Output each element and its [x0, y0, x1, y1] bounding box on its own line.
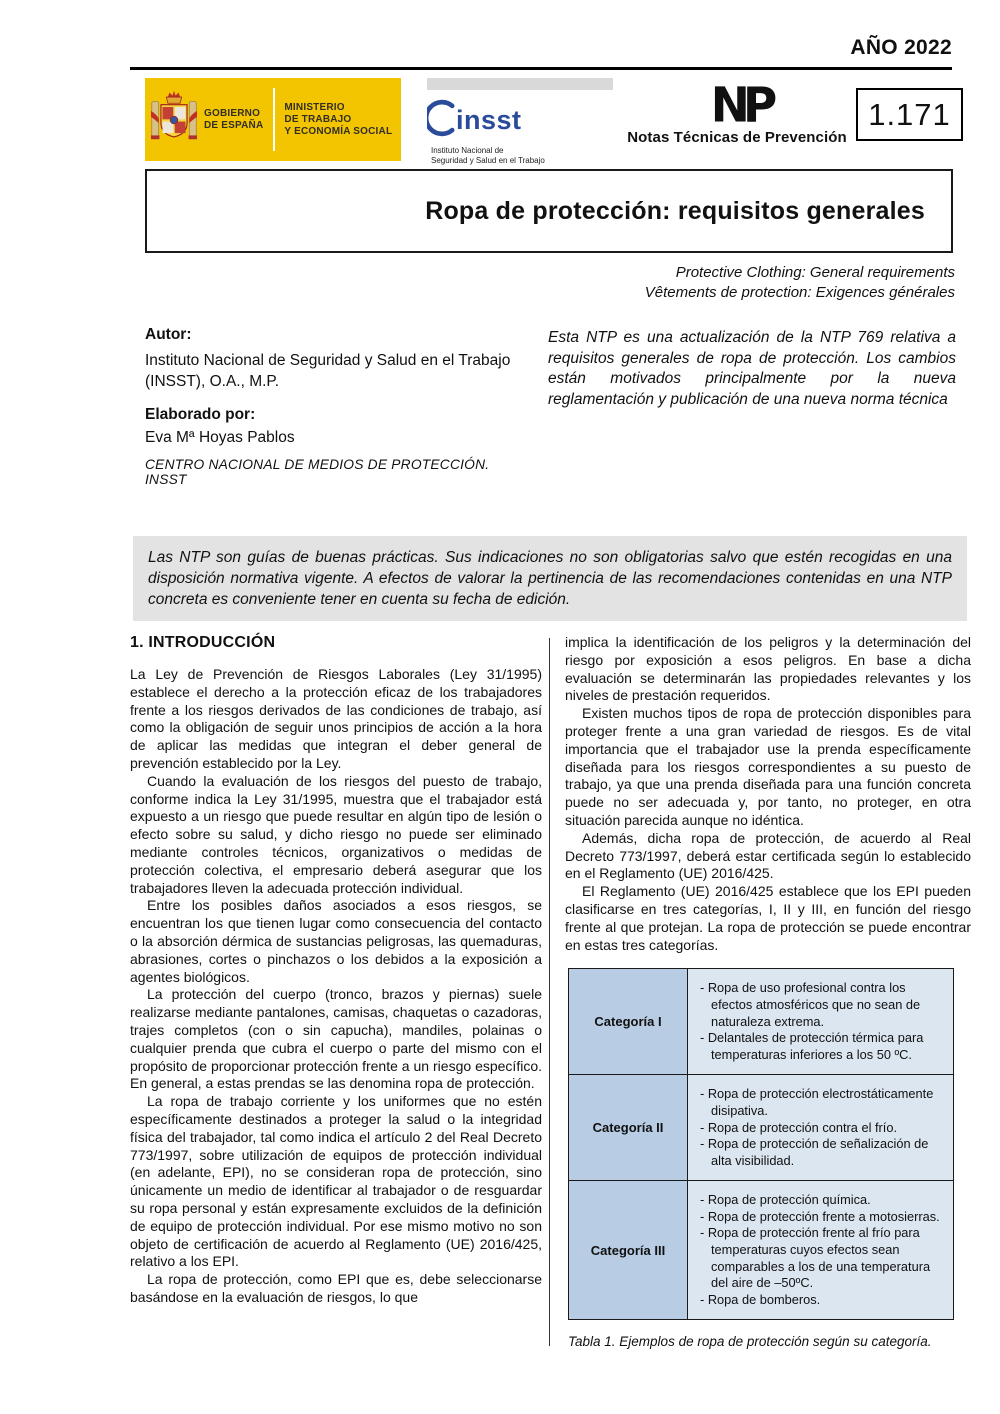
- spain-coat-of-arms-icon: [151, 89, 197, 150]
- items-cell: [688, 969, 954, 1075]
- abstract: Esta NTP es una actualización de la NTP 769 relativa a requisitos generales de ropa de protección. Los cambios están motivados principalmente por la nueva reglamentación y publicación de una nueva norma técnica: [548, 329, 956, 408]
- government-name: [204, 108, 263, 132]
- body-paragraph: Existen muchos tipos de ropa de protección disponibles para proteger frente a una gran variedad de riesgos. Es de vital importancia que el trabajador use la prenda específicamente diseñada para los riesgos correspondientes a su puesto de trabajo, ya que una prenda diseñada para una función concreta puede no ser adecuada y, por tanto, no proteger, en otra situación parecida aunque no idéntica.: [565, 705, 971, 828]
- items-cell: [688, 1075, 954, 1181]
- category-item: - Ropa de protección frente al frío para temperaturas cuyos efectos sean comparables a los de una temperatura del aire de –50ºC.: [700, 1225, 931, 1291]
- body-right-column: [565, 634, 971, 1349]
- category-cell: Categoría III: [569, 1181, 688, 1320]
- table-row: [569, 969, 954, 1075]
- ministry-line3: Y ECONOMÍA SOCIAL: [284, 125, 393, 137]
- insst-gray-strip: [427, 78, 613, 90]
- category-item: - Ropa de uso profesional contra los efectos atmosféricos que no sean de naturaleza extrema.: [700, 980, 921, 1029]
- author-label: Autor:: [145, 326, 192, 343]
- ntp-logo: [618, 77, 856, 146]
- elaborated-by: Eva Mª Hoyas Pablos: [145, 429, 295, 446]
- category-item: - Ropa de protección frente a motosierras.: [700, 1208, 940, 1224]
- ministry-line1: MINISTERIO: [284, 101, 345, 113]
- subtitle-english: Protective Clothing: General requirements: [675, 264, 955, 281]
- insst-caption-line1: Instituto Nacional de: [431, 146, 504, 155]
- category-item: - Ropa de bomberos.: [700, 1291, 821, 1307]
- center-name: CENTRO NACIONAL DE MEDIOS DE PROTECCIÓN. INSST: [145, 457, 490, 487]
- ntp-monogram: NP: [710, 77, 771, 134]
- items-cell: [688, 1181, 954, 1320]
- gov-name-line1: GOBIERNO: [204, 107, 261, 119]
- header-rule: [130, 67, 952, 70]
- body-paragraph: La ropa de protección, como EPI que es, debe seleccionarse basándose en la evaluación de riesgos, lo que: [130, 1271, 542, 1305]
- ntp-number-box: [856, 88, 963, 141]
- disclaimer-box: Las NTP son guías de buenas prácticas. Sus indicaciones no son obligatorias salvo que estén recogidas en una disposición normativa vigente. A efectos de valorar la pertinencia de las recomendaciones contenidas en una NTP concreta es conveniente tener en cuenta su fecha de edición.: [133, 536, 967, 621]
- author-name: Instituto Nacional de Seguridad y Salud en el Trabajo (INSST), O.A., M.P.: [145, 352, 511, 390]
- category-item: - Delantales de protección térmica para temperaturas inferiores a los 50 ºC.: [700, 1030, 924, 1062]
- table-caption: Tabla 1. Ejemplos de ropa de protección según su categoría.: [568, 1334, 932, 1350]
- gov-name-line2: DE ESPAÑA: [204, 119, 264, 131]
- category-item: - Ropa de protección contra el frío.: [700, 1119, 898, 1135]
- insst-arc-icon: [427, 98, 455, 143]
- insst-logo-text: insst: [456, 105, 522, 135]
- gov-divider: [273, 88, 275, 151]
- insst-logo: [401, 78, 613, 165]
- insst-caption-line2: Seguridad y Salud en el Trabajo: [431, 156, 545, 165]
- category-item: - Ropa de protección de señalización de alta visibilidad.: [700, 1136, 929, 1168]
- category-table: [568, 968, 954, 1320]
- body-paragraph: Cuando la evaluación de los riesgos del puesto de trabajo, conforme indica la Ley 31/1995, muestra que el trabajador está expuesto a un riesgo que puede resultar en algún tipo de lesión o efecto sobre su salud, y dicho riesgo no puede ser eliminado mediante controles técnicos, organizativos o medidas de protección colectiva, el empresario deberá asegurar que los trabajadores lleven la adecuada protección individual.: [130, 772, 542, 896]
- body-paragraph: El Reglamento (UE) 2016/425 establece que los EPI pueden clasificarse en tres categorías, I, II y III, en función del riesgo frente al que protejan. La ropa de protección se puede encontrar en estas tres categorías.: [565, 883, 971, 953]
- body-paragraph: Entre los posibles daños asociados a esos riesgos, se encuentran los que tienen lugar como consecuencia del contacto o la absorción dérmica de sustancias peligrosas, las quemaduras, abrasiones, cortes o pinchazos o los debidos a la exposición a agentes biológicos.: [130, 897, 542, 985]
- table-row: [569, 1075, 954, 1181]
- ntp-label: Notas Técnicas de Prevención: [627, 129, 847, 146]
- category-item: - Ropa de protección electrostáticamente disipativa.: [700, 1086, 934, 1118]
- subtitles: [645, 263, 955, 303]
- author-section: [145, 326, 523, 487]
- subtitle-french: Vêtements de protection: Exigences générales: [644, 284, 955, 301]
- category-cell: Categoría I: [569, 969, 688, 1075]
- section-heading: 1. INTRODUCCIÓN: [130, 634, 276, 651]
- body-paragraph: La protección del cuerpo (tronco, brazos y piernas) suele realizarse mediante pantalones, camisas, chaquetas o cazadoras, trajes completos (con o sin capucha), mandiles, polainas o cualquier prenda que cubra el cuerpo o parte del mismo con el propósito de proporcionar protección frente a un riesgo específico. En general, a estas prendas se las denomina ropa de protección.: [130, 986, 542, 1092]
- category-cell: Categoría II: [569, 1075, 688, 1181]
- government-logo: [145, 78, 401, 161]
- body-paragraph: La ropa de trabajo corriente y los uniformes que no estén específicamente destinados a proteger la salud o la integridad física del trabajador, tal como indica el artículo 2 del Real Decreto 773/1997, sobre utilización de equipos de protección individual (en adelante, EPI), no se consideran ropa de protección, sino únicamente un medio de identificar al trabajador o de resguardar su ropa personal y están expresamente excluidos de la definición de equipo de protección individual. Por ese mismo motivo no son objeto de certificación de acuerdo al Reglamento (UE) 2016/425, relativo a los EPI.: [130, 1093, 542, 1270]
- insst-caption: [431, 146, 613, 166]
- year-label: AÑO 2022: [850, 36, 952, 59]
- body-paragraph: implica la identificación de los peligros y la determinación del riesgo por exposición a esos peligros. En base a dicha evaluación se determinarán las propiedades relevantes y los niveles de prestación requeridos.: [565, 634, 971, 704]
- body-paragraph: La Ley de Prevención de Riesgos Laborales (Ley 31/1995) establece el derecho a la protección eficaz de los trabajadores frente a los riesgos derivados de las condiciones de trabajo, así como la obligación de seguir unos principios de acción a la hora de aplicar las medidas que integran el deber general de prevención establecido por la Ley.: [130, 666, 542, 771]
- body-left-column: [130, 634, 542, 1307]
- elaborated-label: Elaborado por:: [145, 406, 256, 423]
- ntp-number: 1.171: [868, 96, 951, 132]
- column-divider: [549, 638, 550, 1346]
- ministry-name: [284, 102, 392, 138]
- page-title: Ropa de protección: requisitos generales: [425, 196, 925, 225]
- ministry-line2: DE TRABAJO: [284, 113, 352, 125]
- table-row: [569, 1181, 954, 1320]
- category-item: - Ropa de protección química.: [700, 1192, 871, 1208]
- title-box: [145, 169, 953, 253]
- body-paragraph: Además, dicha ropa de protección, de acuerdo al Real Decreto 773/1997, deberá estar certificada según lo establecido en el Reglamento (UE) 2016/425.: [565, 829, 971, 882]
